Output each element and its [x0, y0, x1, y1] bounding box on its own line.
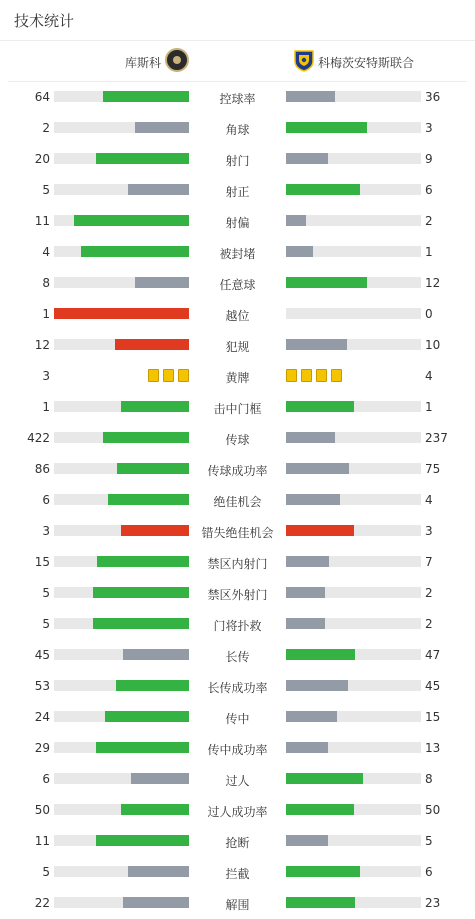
- stat-row: [0, 454, 475, 485]
- stat-label: 拦截: [225, 867, 250, 881]
- home-stat-value: 2: [42, 121, 50, 135]
- home-stat-value: 53: [34, 679, 50, 693]
- home-stat-bar-track: [54, 91, 189, 102]
- home-stat-bar-fill: [121, 525, 189, 536]
- stat-label: 越位: [225, 309, 250, 323]
- away-stat-bar-track: [286, 277, 421, 288]
- away-stat-bar-fill: [286, 184, 360, 195]
- home-stat-bar-track: [54, 804, 189, 815]
- stat-row: [0, 113, 475, 144]
- away-stat-bar-fill: [286, 432, 335, 443]
- away-stat-bar-fill: [286, 463, 349, 474]
- away-stat-bar-track: [286, 401, 421, 412]
- away-team-name: 科梅茨安特斯联合: [318, 56, 415, 70]
- stat-row: [0, 485, 475, 516]
- home-stat-bar-fill: [96, 742, 189, 753]
- away-stat-value: 75: [425, 462, 441, 476]
- home-stat-bar-track: [54, 339, 189, 350]
- away-stat-bar-track: [286, 804, 421, 815]
- away-stat-value: 10: [425, 338, 441, 352]
- home-stat-value: 45: [34, 648, 50, 662]
- comerciantes-unidos-crest-icon: [293, 48, 315, 72]
- stat-row: [0, 268, 475, 299]
- away-stat-value: 7: [425, 555, 433, 569]
- home-stat-bar-track: [54, 742, 189, 753]
- away-stat-bar-track: [286, 773, 421, 784]
- away-stat-value: 12: [425, 276, 441, 290]
- home-stat-bar-fill: [117, 463, 189, 474]
- home-stat-value: 1: [42, 307, 50, 321]
- away-stat-bar-fill: [286, 91, 335, 102]
- home-stat-value: 4: [42, 245, 50, 259]
- home-stat-value: 6: [42, 493, 50, 507]
- stat-label: 过人: [225, 774, 250, 788]
- away-stat-value: 15: [425, 710, 441, 724]
- home-stat-value: 50: [34, 803, 50, 817]
- stat-label: 长传: [225, 650, 250, 664]
- away-stat-bar-track: [286, 153, 421, 164]
- home-stat-bar-fill: [97, 556, 189, 567]
- away-stat-bar-track: [286, 463, 421, 474]
- stat-label: 击中门框: [213, 402, 262, 416]
- home-stat-bar-fill: [131, 773, 189, 784]
- home-stat-value: 3: [42, 524, 50, 538]
- home-stat-bar-track: [54, 835, 189, 846]
- away-stat-value: 2: [425, 214, 433, 228]
- away-stat-value: 4: [425, 369, 433, 383]
- stat-label: 传中: [225, 712, 250, 726]
- away-stat-bar-fill: [286, 401, 354, 412]
- stat-row: [0, 826, 475, 857]
- home-stat-value: 22: [34, 896, 50, 910]
- stat-label: 绝佳机会: [213, 495, 262, 509]
- home-stat-bar-track: [54, 618, 189, 629]
- home-stat-bar-fill: [135, 122, 189, 133]
- home-stat-value: 24: [34, 710, 50, 724]
- yellow-card-icon: [163, 369, 174, 382]
- away-stat-bar-fill: [286, 556, 329, 567]
- away-stat-value: 23: [425, 896, 441, 910]
- away-stat-value: 1: [425, 245, 433, 259]
- away-stat-value: 8: [425, 772, 433, 786]
- home-stat-bar-fill: [81, 246, 189, 257]
- stat-label: 过人成功率: [207, 805, 268, 819]
- away-stat-bar-track: [286, 556, 421, 567]
- away-stat-bar-fill: [286, 153, 328, 164]
- away-stat-bar-track: [286, 122, 421, 133]
- away-stat-bar-track: [286, 649, 421, 660]
- away-stat-bar-track: [286, 215, 421, 226]
- away-stat-bar-fill: [286, 277, 367, 288]
- home-stat-value: 12: [34, 338, 50, 352]
- away-stat-bar-fill: [286, 866, 360, 877]
- away-stat-bar-fill: [286, 494, 340, 505]
- home-stat-value: 1: [42, 400, 50, 414]
- away-stat-bar-track: [286, 587, 421, 598]
- stat-label: 错失绝佳机会: [201, 526, 274, 540]
- away-stat-value: 4: [425, 493, 433, 507]
- stat-label: 射正: [225, 185, 250, 199]
- stat-row: [0, 609, 475, 640]
- stat-row: [0, 516, 475, 547]
- home-stat-bar-fill: [115, 339, 189, 350]
- away-stat-bar-fill: [286, 246, 313, 257]
- stat-label: 犯规: [225, 340, 250, 354]
- home-stat-bar-fill: [54, 308, 189, 319]
- divider: [0, 40, 475, 41]
- home-stat-bar-fill: [121, 804, 189, 815]
- stat-label: 长传成功率: [207, 681, 268, 695]
- yellow-card-icon: [331, 369, 342, 382]
- stat-row: [0, 671, 475, 702]
- home-stat-value: 20: [34, 152, 50, 166]
- away-stat-bar-track: [286, 494, 421, 505]
- page-title: 技术统计: [14, 12, 75, 30]
- stat-row: [0, 206, 475, 237]
- away-stat-bar-track: [286, 308, 421, 319]
- home-stat-value: 422: [27, 431, 50, 445]
- stats-list: [0, 82, 475, 919]
- stat-label: 射偏: [225, 216, 250, 230]
- away-stat-bar-fill: [286, 649, 355, 660]
- stat-row: [0, 82, 475, 113]
- yellow-card-icon: [316, 369, 327, 382]
- home-stat-bar-track: [54, 773, 189, 784]
- yellow-card-icon: [301, 369, 312, 382]
- away-stat-bar-track: [286, 866, 421, 877]
- home-stat-bar-fill: [135, 277, 189, 288]
- away-stat-bar-fill: [286, 122, 367, 133]
- home-stat-value: 11: [34, 214, 50, 228]
- away-stat-bar-track: [286, 618, 421, 629]
- teams-header: [0, 47, 475, 77]
- away-stat-value: 5: [425, 834, 433, 848]
- stat-row: [0, 857, 475, 888]
- home-stat-value: 29: [34, 741, 50, 755]
- stat-row: [0, 702, 475, 733]
- cusco-crest-icon: [165, 48, 189, 72]
- home-stat-bar-track: [54, 153, 189, 164]
- away-stat-bar-track: [286, 246, 421, 257]
- home-team-name: 库斯科: [124, 56, 161, 70]
- home-stat-value: 5: [42, 586, 50, 600]
- stat-label: 被封堵: [219, 247, 256, 261]
- stat-label: 禁区外射门: [207, 588, 268, 602]
- home-stat-bar-track: [54, 711, 189, 722]
- away-stat-bar-track: [286, 525, 421, 536]
- home-stat-bar-track: [54, 556, 189, 567]
- home-stat-bar-track: [54, 866, 189, 877]
- stat-row: [0, 299, 475, 330]
- stat-row: [0, 764, 475, 795]
- stat-row: [0, 578, 475, 609]
- stat-label: 传球成功率: [207, 464, 268, 478]
- away-stat-bar-fill: [286, 339, 347, 350]
- stat-row: [0, 175, 475, 206]
- stat-row: [0, 640, 475, 671]
- home-stat-bar-track: [54, 463, 189, 474]
- stat-row: [0, 888, 475, 919]
- away-stat-bar-track: [286, 680, 421, 691]
- home-stat-bar-fill: [128, 184, 189, 195]
- away-stat-bar-fill: [286, 804, 354, 815]
- home-stat-bar-fill: [121, 401, 189, 412]
- home-stat-bar-track: [54, 122, 189, 133]
- home-stat-bar-track: [54, 215, 189, 226]
- stat-label: 任意球: [219, 278, 256, 292]
- away-stat-value: 13: [425, 741, 441, 755]
- home-stat-bar-fill: [123, 897, 189, 908]
- home-stat-bar-track: [54, 525, 189, 536]
- away-stat-bar-track: [286, 711, 421, 722]
- home-stat-value: 11: [34, 834, 50, 848]
- away-stat-value: 47: [425, 648, 441, 662]
- home-stat-bar-track: [54, 680, 189, 691]
- home-stat-bar-fill: [108, 494, 189, 505]
- home-stat-bar-fill: [96, 153, 189, 164]
- stat-label: 解围: [225, 898, 250, 912]
- home-stat-bar-fill: [93, 587, 189, 598]
- yellow-card-icon: [286, 369, 297, 382]
- stat-label: 黄牌: [225, 371, 250, 385]
- away-stat-value: 237: [425, 431, 448, 445]
- away-stat-value: 2: [425, 586, 433, 600]
- home-stat-value: 64: [34, 90, 50, 104]
- away-stat-bar-fill: [286, 711, 337, 722]
- away-stat-value: 6: [425, 183, 433, 197]
- away-stat-value: 3: [425, 121, 433, 135]
- stat-row: [0, 361, 475, 392]
- home-stat-value: 3: [42, 369, 50, 383]
- yellow-card-icon: [148, 369, 159, 382]
- away-yellow-cards: [286, 369, 342, 382]
- stat-row: [0, 237, 475, 268]
- home-stat-bar-fill: [128, 866, 189, 877]
- stat-row: [0, 733, 475, 764]
- yellow-card-icon: [178, 369, 189, 382]
- away-stat-bar-track: [286, 897, 421, 908]
- away-stat-bar-track: [286, 835, 421, 846]
- away-stat-bar-track: [286, 91, 421, 102]
- away-stat-bar-track: [286, 742, 421, 753]
- away-stat-bar-fill: [286, 525, 354, 536]
- home-stat-bar-track: [54, 246, 189, 257]
- home-stat-bar-track: [54, 277, 189, 288]
- home-stat-bar-track: [54, 432, 189, 443]
- away-stat-value: 0: [425, 307, 433, 321]
- stat-row: [0, 330, 475, 361]
- away-stat-bar-track: [286, 184, 421, 195]
- stat-row: [0, 423, 475, 454]
- away-stat-value: 50: [425, 803, 441, 817]
- stat-label: 角球: [225, 123, 250, 137]
- away-stat-value: 45: [425, 679, 441, 693]
- home-stat-bar-track: [54, 897, 189, 908]
- away-stat-value: 2: [425, 617, 433, 631]
- home-stat-value: 8: [42, 276, 50, 290]
- stat-row: [0, 144, 475, 175]
- away-stat-bar-fill: [286, 618, 325, 629]
- home-stat-bar-track: [54, 649, 189, 660]
- home-stat-bar-fill: [103, 91, 189, 102]
- home-yellow-cards: [148, 369, 189, 382]
- away-stat-bar-fill: [286, 742, 328, 753]
- home-stat-value: 6: [42, 772, 50, 786]
- away-stat-value: 1: [425, 400, 433, 414]
- stat-row: [0, 392, 475, 423]
- away-stat-value: 9: [425, 152, 433, 166]
- away-stat-bar-track: [286, 432, 421, 443]
- home-stat-bar-track: [54, 494, 189, 505]
- home-stat-bar-track: [54, 184, 189, 195]
- home-stat-value: 5: [42, 183, 50, 197]
- stat-label: 传球: [225, 433, 250, 447]
- home-stat-bar-track: [54, 587, 189, 598]
- away-stat-bar-fill: [286, 215, 306, 226]
- home-stat-value: 5: [42, 617, 50, 631]
- stat-row: [0, 795, 475, 826]
- home-stat-value: 86: [34, 462, 50, 476]
- stat-label: 禁区内射门: [207, 557, 268, 571]
- stat-label: 传中成功率: [207, 743, 268, 757]
- away-stat-value: 3: [425, 524, 433, 538]
- away-stat-bar-fill: [286, 680, 348, 691]
- home-stat-bar-fill: [93, 618, 189, 629]
- stat-label: 门将扑救: [213, 619, 262, 633]
- home-stat-bar-fill: [123, 649, 189, 660]
- stat-label: 抢断: [225, 836, 250, 850]
- away-stat-value: 6: [425, 865, 433, 879]
- home-stat-bar-fill: [96, 835, 189, 846]
- home-stat-value: 15: [34, 555, 50, 569]
- stat-row: [0, 547, 475, 578]
- away-stat-bar-fill: [286, 897, 355, 908]
- stat-label: 射门: [225, 154, 250, 168]
- home-stat-bar-track: [54, 308, 189, 319]
- home-stat-bar-fill: [103, 432, 189, 443]
- home-stat-value: 5: [42, 865, 50, 879]
- away-stat-bar-fill: [286, 835, 328, 846]
- away-stat-bar-fill: [286, 773, 363, 784]
- home-stat-bar-track: [54, 401, 189, 412]
- away-stat-bar-fill: [286, 587, 325, 598]
- away-stat-value: 36: [425, 90, 441, 104]
- home-stat-bar-fill: [74, 215, 189, 226]
- away-stat-bar-track: [286, 339, 421, 350]
- stat-label: 控球率: [219, 92, 256, 106]
- home-stat-bar-fill: [116, 680, 189, 691]
- home-stat-bar-fill: [105, 711, 189, 722]
